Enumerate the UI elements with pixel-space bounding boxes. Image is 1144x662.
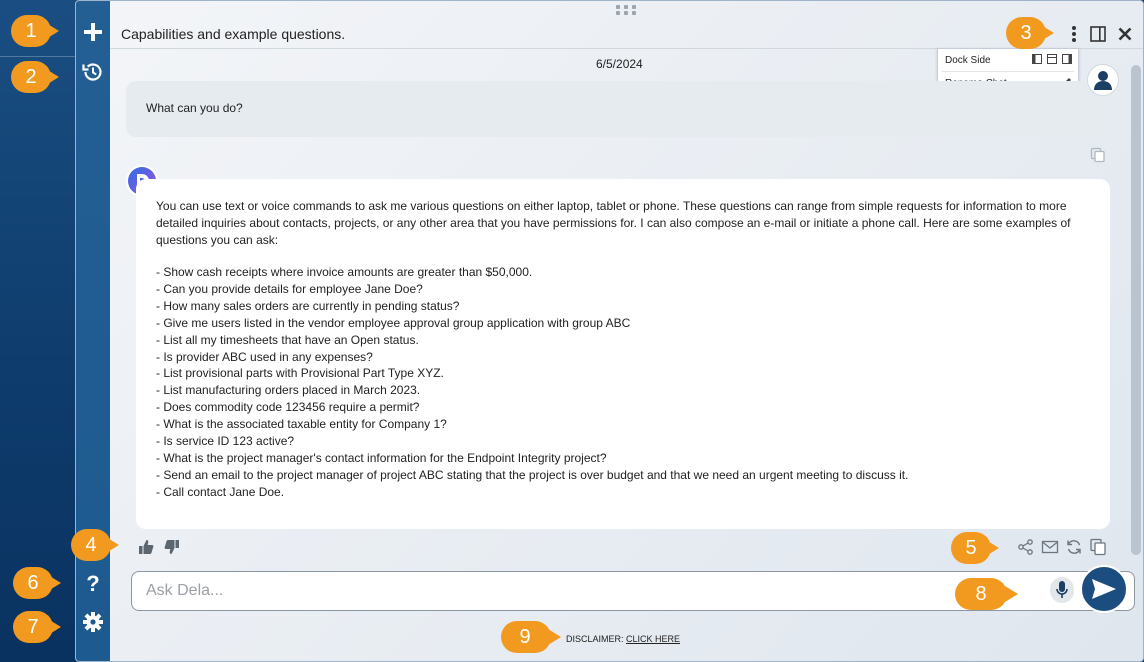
dock-right-icon[interactable] bbox=[1062, 54, 1072, 64]
panel-sidebar bbox=[76, 1, 110, 662]
user-avatar bbox=[1087, 64, 1119, 96]
microphone-button[interactable] bbox=[1050, 577, 1074, 603]
callout-4: 4 bbox=[70, 528, 120, 562]
send-icon bbox=[1091, 578, 1117, 600]
list-item: - Show cash receipts where invoice amounts are greater than $50,000. bbox=[156, 265, 533, 279]
help-button[interactable] bbox=[78, 568, 108, 598]
assistant-message-bubble bbox=[136, 179, 1110, 529]
background-strip bbox=[0, 0, 76, 662]
side-panel-icon bbox=[1090, 26, 1106, 42]
user-icon bbox=[1092, 69, 1114, 91]
callout-8: 8 bbox=[954, 577, 1004, 611]
list-item: - List all my timesheets that have an Open status. bbox=[156, 332, 419, 347]
close-button[interactable] bbox=[1114, 23, 1136, 45]
callout-2: 2 bbox=[10, 60, 60, 94]
callout-9: 9 bbox=[500, 620, 550, 654]
callout-7: 7 bbox=[12, 610, 62, 644]
callout-3: 3 bbox=[1005, 16, 1055, 50]
user-message-text: What can you do? bbox=[146, 101, 243, 115]
list-item: - List provisional parts with Provisional Part Type XYZ. bbox=[156, 366, 444, 381]
list-item: - Is provider ABC used in any expenses? bbox=[156, 349, 373, 364]
list-item: - Is service ID 123 active? bbox=[156, 434, 295, 449]
more-vertical-icon bbox=[1071, 25, 1077, 43]
menu-item-dock-side[interactable]: Dock Side bbox=[938, 49, 1078, 71]
disclaimer bbox=[566, 634, 680, 644]
disclaimer-label: DISCLAIMER: bbox=[566, 634, 624, 644]
email-icon[interactable] bbox=[1041, 538, 1059, 556]
list-item: - What is the associated taxable entity for Company 1? bbox=[156, 417, 447, 432]
chat-title: Capabilities and example questions. bbox=[121, 26, 346, 42]
message-date: 6/5/2024 bbox=[596, 57, 643, 71]
list-item: - How many sales orders are currently in pending status? bbox=[156, 298, 460, 313]
question-icon bbox=[83, 572, 103, 594]
history-icon bbox=[81, 60, 105, 84]
callout-6: 6 bbox=[12, 566, 62, 600]
user-message-bubble bbox=[126, 81, 1100, 137]
gear-icon bbox=[82, 611, 104, 633]
new-chat-button[interactable] bbox=[78, 17, 108, 47]
list-item: - Send an email to the project manager of project ABC stating that the project is over budget and that we need an urgent meeting to discuss it. bbox=[156, 467, 909, 482]
thumbs-down-icon[interactable] bbox=[162, 538, 180, 556]
refresh-icon[interactable] bbox=[1065, 538, 1083, 556]
microphone-icon bbox=[1055, 580, 1069, 600]
list-item: - Does commodity code 123456 require a permit? bbox=[156, 400, 420, 415]
dock-bottom-icon[interactable] bbox=[1047, 54, 1057, 64]
plus-icon bbox=[82, 21, 104, 43]
svg-text:?: ? bbox=[86, 572, 100, 594]
list-item: - List manufacturing orders placed in March 2023. bbox=[156, 383, 421, 398]
copy-response-icon[interactable] bbox=[1089, 538, 1107, 556]
chat-input[interactable] bbox=[146, 580, 1026, 602]
callout-1: 1 bbox=[10, 14, 60, 48]
list-item: - What is the project manager's contact information for the Endpoint Integrity project? bbox=[156, 450, 607, 465]
copy-icon[interactable] bbox=[1090, 147, 1106, 163]
example-questions-list bbox=[156, 264, 1086, 501]
more-options-button[interactable] bbox=[1063, 23, 1085, 45]
close-icon bbox=[1118, 27, 1132, 41]
dock-left-icon[interactable] bbox=[1032, 54, 1042, 64]
share-icon[interactable] bbox=[1017, 538, 1035, 556]
history-button[interactable] bbox=[78, 57, 108, 87]
send-button[interactable] bbox=[1080, 565, 1128, 613]
settings-button[interactable] bbox=[78, 607, 108, 637]
disclaimer-link[interactable]: CLICK HERE bbox=[626, 634, 681, 644]
list-item: - Can you provide details for employee Jane Doe? bbox=[156, 281, 423, 296]
drag-handle[interactable] bbox=[616, 5, 640, 15]
dock-panel-button[interactable] bbox=[1087, 23, 1109, 45]
background-divider bbox=[0, 56, 76, 57]
list-item: - Give me users listed in the vendor employee approval group application with group ABC bbox=[156, 315, 631, 330]
callout-5: 5 bbox=[950, 531, 1000, 565]
scrollbar[interactable] bbox=[1131, 65, 1141, 555]
assistant-intro-text: You can use text or voice commands to ask me various questions on either laptop, tablet or phone. These questions can range from simple requests for information to more detailed inquiries about contacts, projects, or any other area that you have permissions for. I can also compose an e-mail or initiate a phone call. Here are some examples of questions you can ask: bbox=[156, 199, 1071, 247]
list-item: - Call contact Jane Doe. bbox=[156, 484, 285, 499]
thumbs-up-icon[interactable] bbox=[138, 538, 156, 556]
